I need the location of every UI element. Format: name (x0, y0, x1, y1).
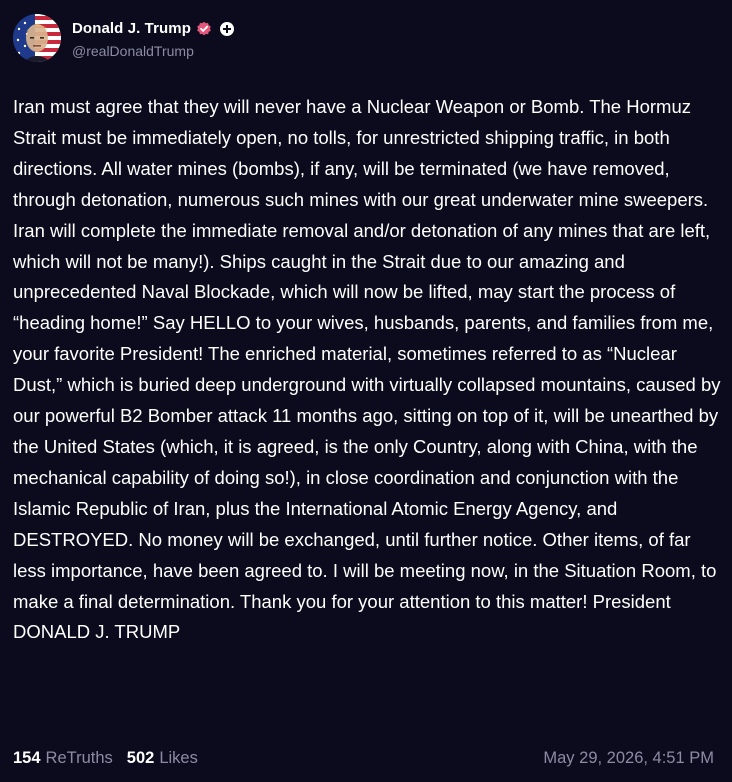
display-name[interactable]: Donald J. Trump (72, 20, 192, 37)
post-header (13, 14, 235, 62)
likes-count: 502 (126, 748, 155, 767)
retruths-stat[interactable] (13, 749, 113, 768)
post-stats (13, 749, 212, 768)
post-timestamp[interactable]: May 29, 2026, 4:51 PM (543, 748, 714, 767)
retruths-count: 154 (13, 748, 41, 767)
author-info (72, 18, 235, 59)
likes-stat[interactable] (127, 749, 198, 768)
verified-badge-icon (196, 21, 212, 37)
post-footer (13, 746, 714, 770)
retruths-label: ReTruths (45, 748, 113, 767)
avatar[interactable] (13, 14, 61, 62)
post-text: Iran must agree that they will never have a Nuclear Weapon or Bomb. The Hormuz Strait must be immediately open, no tolls, for unrestricted shipping traffic, in both directions. All water mines (bombs), if any, will be terminated (we have removed, through detonation, numerous such mines with our great underwater mine sweepers. Iran will complete the immediate removal and/or detonation of any mines that are left, which will not be many!). Ships caught in the Strait due to our amazing and unprecedented Naval Blockade, which will now be lifted, may start the process of “heading home!” Say HELLO to your wives, husbands, parents, and families from me, your favorite President! The enriched material, sometimes referred to as “Nuclear Dust,” which is buried deep underground with virtually collapsed mountains, caused by our powerful B2 Bomber attack 11 months ago, sitting on top of it, will be unearthed by the United States (which, it is agreed, is the only Country, along with China, with the mechanical capability of doing so!), in close coordination and conjunction with the Islamic Republic of Iran, plus the International Atomic Energy Agency, and DESTROYED. No money will be exchanged, until further notice. Other items, of far less importance, have been agreed to. I will be meeting now, in the Situation Room, to make a final determination. Thank you for your attention to this matter! President DONALD J. TRUMP (13, 96, 721, 643)
avatar-image (13, 14, 61, 62)
likes-label: Likes (159, 748, 198, 767)
plus-circle-icon[interactable] (219, 21, 235, 37)
user-handle[interactable]: @realDonaldTrump (72, 42, 194, 59)
name-row (72, 18, 235, 40)
